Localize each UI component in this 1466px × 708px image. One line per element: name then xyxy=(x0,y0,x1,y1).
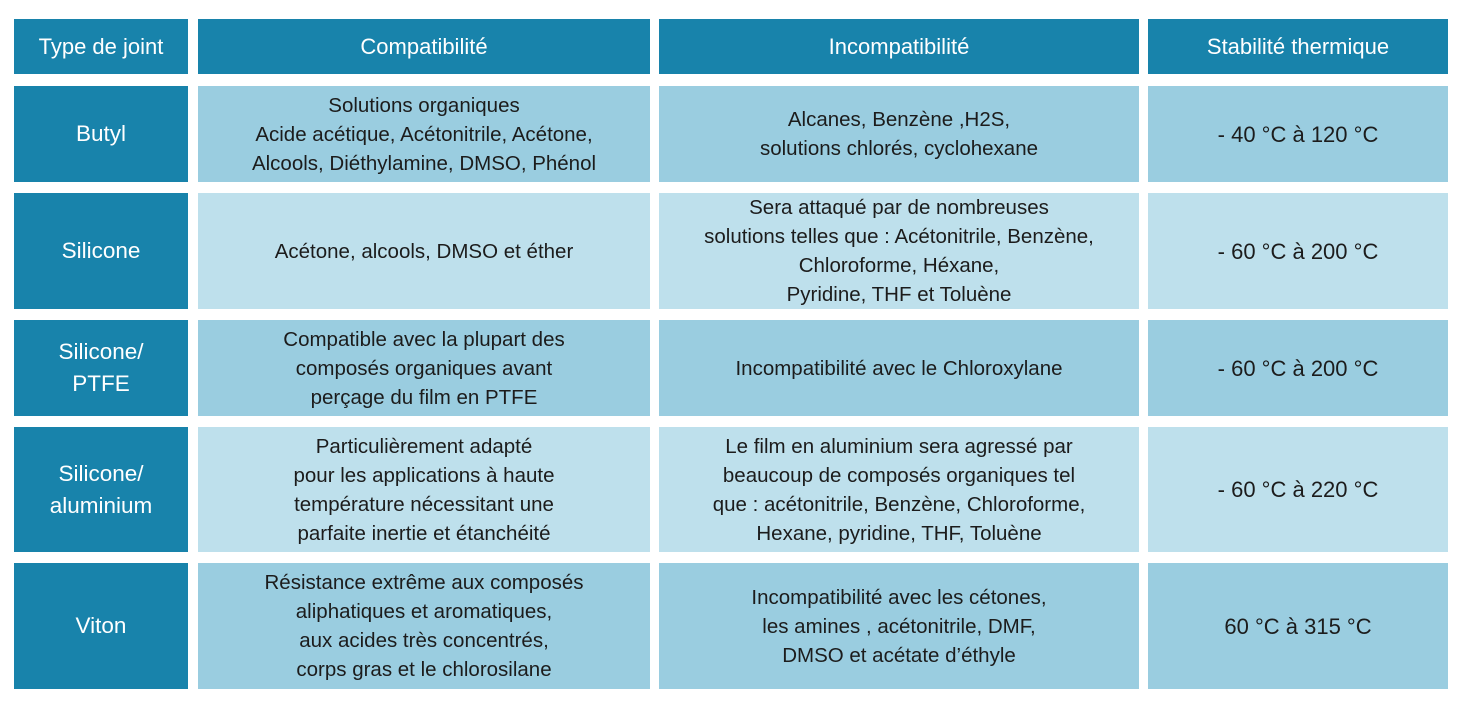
row-compatibility: Solutions organiques Acide acétique, Acétonitrile, Acétone, Alcools, Diéthylamine, DMSO, Phénol xyxy=(198,86,650,182)
row-type: Viton xyxy=(14,563,188,689)
row-compatibility: Acétone, alcools, DMSO et éther xyxy=(198,193,650,309)
row-thermal: - 40 °C à 120 °C xyxy=(1148,86,1448,182)
header-incompatibility: Incompatibilité xyxy=(659,19,1139,74)
row-incompatibility: Incompatibilité avec les cétones, les amines , acétonitrile, DMF, DMSO et acétate d’éthyle xyxy=(659,563,1139,689)
row-compatibility: Résistance extrême aux composés aliphatiques et aromatiques, aux acides très concentrés, corps gras et le chlorosilane xyxy=(198,563,650,689)
header-type: Type de joint xyxy=(14,19,188,74)
row-incompatibility: Incompatibilité avec le Chloroxylane xyxy=(659,320,1139,416)
row-type: Silicone/ aluminium xyxy=(14,427,188,552)
row-type: Silicone/ PTFE xyxy=(14,320,188,416)
row-incompatibility: Sera attaqué par de nombreuses solutions telles que : Acétonitrile, Benzène, Chloroforme, Héxane, Pyridine, THF et Toluène xyxy=(659,193,1139,309)
row-thermal: - 60 °C à 200 °C xyxy=(1148,193,1448,309)
row-thermal: - 60 °C à 220 °C xyxy=(1148,427,1448,552)
header-thermal-stability: Stabilité thermique xyxy=(1148,19,1448,74)
row-compatibility: Compatible avec la plupart des composés organiques avant perçage du film en PTFE xyxy=(198,320,650,416)
row-thermal: - 60 °C à 200 °C xyxy=(1148,320,1448,416)
row-incompatibility: Le film en aluminium sera agressé par beaucoup de composés organiques tel que : acétonitrile, Benzène, Chloroforme, Hexane, pyridine, THF, Toluène xyxy=(659,427,1139,552)
row-type: Silicone xyxy=(14,193,188,309)
row-compatibility: Particulièrement adapté pour les applications à haute température nécessitant une parfaite inertie et étanchéité xyxy=(198,427,650,552)
row-thermal: 60 °C à 315 °C xyxy=(1148,563,1448,689)
row-type: Butyl xyxy=(14,86,188,182)
row-incompatibility: Alcanes, Benzène ,H2S, solutions chlorés, cyclohexane xyxy=(659,86,1139,182)
header-compatibility: Compatibilité xyxy=(198,19,650,74)
